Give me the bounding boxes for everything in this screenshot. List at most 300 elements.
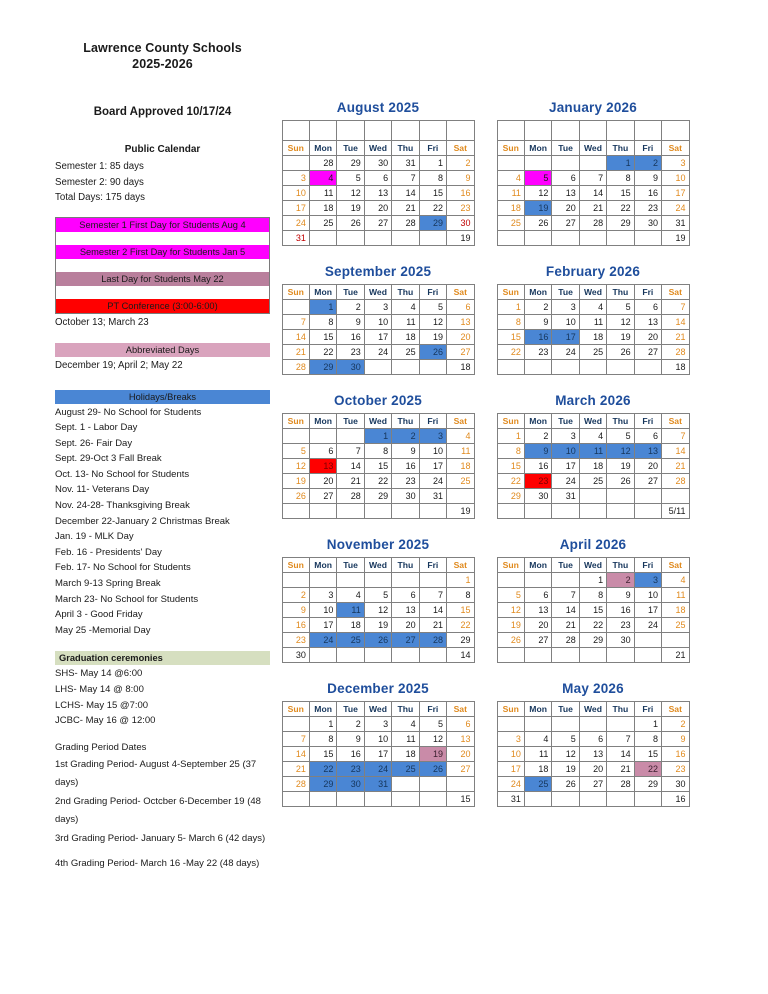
weekday-header-sat: Sat — [662, 285, 689, 300]
day-cell: 10 — [634, 588, 661, 603]
legend-semester2-first-day: Semester 2 First Day for Students Jan 5 — [56, 245, 269, 259]
week-row — [497, 186, 689, 201]
day-cell: 28 — [662, 474, 689, 489]
weekday-header-row — [497, 141, 689, 156]
grading-periods — [55, 739, 270, 874]
day-cell: 21 — [552, 618, 579, 633]
day-cell: 19 — [662, 231, 689, 246]
weekday-header-sun: Sun — [497, 414, 524, 429]
empty-cell — [552, 156, 579, 171]
empty-cell — [607, 231, 634, 246]
weekday-header-mon: Mon — [524, 702, 551, 717]
weekday-header-sat: Sat — [447, 702, 474, 717]
month-title: April 2026 — [559, 537, 627, 552]
empty-cell — [309, 231, 336, 246]
weekday-header-row — [497, 414, 689, 429]
day-cell: 25 — [579, 474, 606, 489]
grading-period: 1st Grading Period- August 4-September 25 (37 days) — [55, 758, 257, 789]
day-cell: 6 — [364, 171, 391, 186]
day-cell: 6 — [634, 429, 661, 444]
day-cell: 29 — [579, 633, 606, 648]
holiday-item: Oct. 13- No School for Students — [55, 468, 190, 480]
empty-cell — [337, 231, 364, 246]
day-cell: 17 — [364, 330, 391, 345]
day-cell: 29 — [309, 360, 336, 375]
week-row — [282, 747, 474, 762]
month-grid — [497, 557, 690, 663]
day-cell: 21 — [337, 474, 364, 489]
day-cell: 9 — [392, 444, 419, 459]
legend-spacer — [56, 232, 269, 245]
day-cell: 18 — [524, 762, 551, 777]
empty-cell — [282, 300, 309, 315]
day-cell: 15 — [579, 603, 606, 618]
day-cell: 29 — [447, 633, 474, 648]
day-cell: 25 — [392, 762, 419, 777]
day-cell: 23 — [662, 762, 689, 777]
pt-conference-dates: October 13; March 23 — [55, 316, 149, 328]
weekday-header-wed: Wed — [579, 285, 606, 300]
day-cell: 7 — [579, 171, 606, 186]
empty-cell — [309, 648, 336, 663]
week-row — [282, 762, 474, 777]
day-cell: 13 — [392, 603, 419, 618]
day-cell: 20 — [552, 201, 579, 216]
weekday-header-thu: Thu — [392, 558, 419, 573]
day-cell: 10 — [309, 603, 336, 618]
day-cell: 22 — [309, 762, 336, 777]
grid-top-spacer-cell — [282, 121, 309, 141]
day-cell: 28 — [337, 489, 364, 504]
week-row — [282, 429, 474, 444]
day-cell: 16 — [524, 330, 551, 345]
day-cell: 23 — [392, 474, 419, 489]
day-cell: 15 — [364, 459, 391, 474]
empty-cell — [309, 429, 336, 444]
day-cell: 16 — [282, 618, 309, 633]
day-cell: 13 — [579, 747, 606, 762]
empty-cell — [419, 573, 446, 588]
day-cell: 21 — [579, 201, 606, 216]
holiday-item: Feb. 16 - Presidents' Day — [55, 546, 162, 558]
day-cell: 8 — [419, 171, 446, 186]
day-cell: 17 — [662, 186, 689, 201]
day-cell: 22 — [419, 201, 446, 216]
empty-cell — [607, 792, 634, 807]
weekday-header-sat: Sat — [447, 141, 474, 156]
week-row — [497, 489, 689, 504]
day-cell: 7 — [419, 588, 446, 603]
day-cell: 18 — [497, 201, 524, 216]
month-may-2026 — [487, 681, 699, 807]
weekday-header-tue: Tue — [337, 141, 364, 156]
legend-spacer — [56, 286, 269, 299]
holiday-item: Nov. 24-28- Thanksgiving Break — [55, 500, 190, 512]
weekday-header-mon: Mon — [309, 141, 336, 156]
day-cell: 11 — [579, 315, 606, 330]
day-cell: 24 — [497, 777, 524, 792]
day-cell: 14 — [282, 747, 309, 762]
empty-cell — [607, 360, 634, 375]
weekday-header-fri: Fri — [634, 414, 661, 429]
holiday-item: Jan. 19 - MLK Day — [55, 531, 134, 543]
day-cell: 16 — [524, 459, 551, 474]
day-cell: 9 — [524, 444, 551, 459]
day-cell: 12 — [524, 186, 551, 201]
empty-cell — [607, 489, 634, 504]
day-cell: 12 — [364, 603, 391, 618]
day-cell: 2 — [524, 300, 551, 315]
empty-cell — [282, 792, 309, 807]
holiday-item: Sept. 26- Fair Day — [55, 437, 133, 449]
holidays-list — [55, 405, 270, 639]
grid-top-spacer-cell — [524, 121, 551, 141]
summary-lines — [55, 159, 270, 206]
week-row — [282, 603, 474, 618]
empty-cell — [419, 504, 446, 519]
empty-cell — [309, 504, 336, 519]
day-cell: 18 — [392, 330, 419, 345]
day-cell: 20 — [447, 747, 474, 762]
weekday-header-wed: Wed — [579, 558, 606, 573]
day-cell: 30 — [337, 360, 364, 375]
day-cell: 7 — [607, 732, 634, 747]
month-title: October 2025 — [334, 393, 422, 408]
month-title: March 2026 — [555, 393, 631, 408]
empty-cell — [392, 231, 419, 246]
day-cell: 3 — [552, 300, 579, 315]
week-row — [497, 504, 689, 519]
day-cell: 5 — [497, 588, 524, 603]
month-september-2025 — [272, 264, 484, 375]
month-title: January 2026 — [549, 100, 637, 115]
day-cell: 17 — [364, 747, 391, 762]
empty-cell — [634, 231, 661, 246]
grid-top-spacer-cell — [447, 121, 474, 141]
month-grid — [282, 701, 475, 807]
day-cell: 26 — [524, 216, 551, 231]
empty-cell — [419, 792, 446, 807]
empty-cell — [392, 360, 419, 375]
month-grid — [282, 413, 475, 519]
week-row — [497, 345, 689, 360]
day-cell: 1 — [497, 429, 524, 444]
day-cell: 14 — [552, 603, 579, 618]
legend-abbreviated-days: Abbreviated Days — [55, 343, 270, 357]
day-cell: 30 — [634, 216, 661, 231]
day-cell: 11 — [309, 186, 336, 201]
day-cell: 14 — [662, 315, 689, 330]
week-row — [497, 618, 689, 633]
weekday-header-sun: Sun — [497, 141, 524, 156]
day-cell: 16 — [634, 186, 661, 201]
legend-group — [55, 217, 270, 330]
weekday-header-sun: Sun — [497, 558, 524, 573]
grid-top-spacer-cell — [552, 121, 579, 141]
weekday-header-tue: Tue — [337, 285, 364, 300]
weekday-header-sat: Sat — [447, 285, 474, 300]
graduation-list — [55, 666, 270, 728]
week-row — [497, 603, 689, 618]
board-approved: Board Approved 10/17/24 — [93, 106, 232, 118]
week-row — [282, 792, 474, 807]
day-cell: 1 — [497, 300, 524, 315]
day-cell: 25 — [337, 633, 364, 648]
graduation-item: LHS- May 14 @ 8:00 — [55, 684, 144, 695]
empty-cell — [364, 360, 391, 375]
day-cell: 10 — [662, 171, 689, 186]
day-cell: 31 — [392, 156, 419, 171]
empty-cell — [337, 648, 364, 663]
day-cell: 5 — [282, 444, 309, 459]
empty-cell — [579, 489, 606, 504]
week-row — [282, 648, 474, 663]
empty-cell — [662, 489, 689, 504]
week-row — [282, 315, 474, 330]
day-cell: 15 — [309, 330, 336, 345]
weekday-header-sun: Sun — [282, 702, 309, 717]
day-cell: 13 — [524, 603, 551, 618]
day-cell: 26 — [552, 777, 579, 792]
week-row — [497, 330, 689, 345]
day-cell: 12 — [337, 186, 364, 201]
empty-cell — [579, 717, 606, 732]
empty-cell — [364, 648, 391, 663]
weekday-header-row — [497, 558, 689, 573]
weekday-header-row — [282, 558, 474, 573]
day-cell: 22 — [497, 474, 524, 489]
empty-cell — [497, 573, 524, 588]
day-cell: 11 — [497, 186, 524, 201]
week-row — [497, 792, 689, 807]
day-cell: 24 — [282, 216, 309, 231]
day-cell: 13 — [552, 186, 579, 201]
day-cell: 19 — [282, 474, 309, 489]
day-cell: 26 — [607, 345, 634, 360]
weekday-header-tue: Tue — [552, 702, 579, 717]
day-cell: 23 — [607, 618, 634, 633]
empty-cell — [634, 489, 661, 504]
empty-cell — [607, 648, 634, 663]
month-grid — [497, 284, 690, 375]
day-cell: 1 — [447, 573, 474, 588]
week-row — [497, 732, 689, 747]
empty-cell — [364, 792, 391, 807]
empty-cell — [524, 360, 551, 375]
month-grid — [497, 120, 690, 246]
day-cell: 27 — [579, 777, 606, 792]
empty-cell — [579, 360, 606, 375]
holiday-item: Sept. 1 - Labor Day — [55, 422, 138, 434]
week-row — [497, 777, 689, 792]
day-cell: 19 — [607, 459, 634, 474]
day-cell: 2 — [524, 429, 551, 444]
empty-cell — [337, 792, 364, 807]
day-cell: 12 — [552, 747, 579, 762]
week-row — [282, 201, 474, 216]
day-cell: 6 — [309, 444, 336, 459]
day-cell: 28 — [579, 216, 606, 231]
weekday-header-thu: Thu — [607, 558, 634, 573]
day-cell: 21 — [662, 648, 689, 663]
day-cell: 5 — [607, 429, 634, 444]
grid-top-spacer-cell — [419, 121, 446, 141]
day-cell: 12 — [419, 315, 446, 330]
day-cell: 13 — [634, 444, 661, 459]
graduation-item: JCBC- May 16 @ 12:00 — [55, 715, 156, 727]
day-cell: 28 — [309, 156, 336, 171]
day-cell: 4 — [497, 171, 524, 186]
day-cell: 19 — [364, 618, 391, 633]
day-cell: 23 — [447, 201, 474, 216]
month-title: November 2025 — [326, 537, 430, 552]
day-cell: 9 — [662, 732, 689, 747]
month-title: August 2025 — [336, 100, 420, 115]
day-cell: 27 — [364, 216, 391, 231]
day-cell: 5 — [552, 732, 579, 747]
empty-cell — [419, 231, 446, 246]
weekday-header-tue: Tue — [337, 702, 364, 717]
empty-cell — [579, 231, 606, 246]
weekday-header-sat: Sat — [662, 141, 689, 156]
day-cell: 21 — [419, 618, 446, 633]
summary-line: Semester 1: 85 days — [55, 161, 144, 172]
month-title: February 2026 — [545, 264, 641, 279]
empty-cell — [337, 429, 364, 444]
page-title — [55, 40, 270, 72]
day-cell: 25 — [662, 618, 689, 633]
legend-box — [55, 217, 270, 314]
weekday-header-sat: Sat — [662, 558, 689, 573]
day-cell: 27 — [634, 345, 661, 360]
day-cell: 27 — [447, 345, 474, 360]
day-cell: 17 — [309, 618, 336, 633]
day-cell: 16 — [337, 747, 364, 762]
day-cell: 13 — [364, 186, 391, 201]
legend-spacer — [56, 259, 269, 272]
month-february-2026 — [487, 264, 699, 375]
weekday-header-mon: Mon — [309, 414, 336, 429]
week-row — [282, 588, 474, 603]
day-cell: 2 — [337, 717, 364, 732]
day-cell: 8 — [364, 444, 391, 459]
day-cell: 4 — [579, 300, 606, 315]
day-cell: 19 — [337, 201, 364, 216]
empty-cell — [524, 231, 551, 246]
day-cell: 29 — [309, 777, 336, 792]
grid-top-spacer-cell — [392, 121, 419, 141]
day-cell: 29 — [607, 216, 634, 231]
grading-spacer — [55, 848, 270, 855]
month-grid — [282, 557, 475, 663]
day-cell: 30 — [392, 489, 419, 504]
district-name: Lawrence County Schools — [83, 41, 242, 55]
day-cell: 12 — [419, 732, 446, 747]
day-cell: 13 — [634, 315, 661, 330]
empty-cell — [552, 360, 579, 375]
empty-cell — [579, 792, 606, 807]
weekday-header-tue: Tue — [552, 414, 579, 429]
weekday-header-fri: Fri — [634, 141, 661, 156]
day-cell: 17 — [497, 762, 524, 777]
grading-title: Grading Period Dates — [55, 741, 147, 753]
day-cell: 19 — [447, 231, 474, 246]
week-row — [497, 315, 689, 330]
day-cell: 9 — [524, 315, 551, 330]
day-cell: 16 — [337, 330, 364, 345]
day-cell: 21 — [662, 459, 689, 474]
day-cell: 10 — [364, 315, 391, 330]
week-row — [497, 201, 689, 216]
week-row — [282, 573, 474, 588]
day-cell: 11 — [447, 444, 474, 459]
day-cell: 23 — [634, 201, 661, 216]
day-cell: 3 — [634, 573, 661, 588]
day-cell: 31 — [497, 792, 524, 807]
day-cell: 12 — [607, 444, 634, 459]
day-cell: 27 — [634, 474, 661, 489]
day-cell: 3 — [662, 156, 689, 171]
day-cell: 8 — [309, 732, 336, 747]
day-cell: 24 — [552, 474, 579, 489]
weekday-header-wed: Wed — [364, 414, 391, 429]
day-cell: 3 — [364, 300, 391, 315]
day-cell: 21 — [282, 345, 309, 360]
day-cell: 8 — [579, 588, 606, 603]
day-cell: 3 — [364, 717, 391, 732]
day-cell: 18 — [579, 459, 606, 474]
day-cell: 8 — [497, 315, 524, 330]
day-cell: 1 — [607, 156, 634, 171]
day-cell: 2 — [447, 156, 474, 171]
empty-cell — [662, 633, 689, 648]
day-cell: 15 — [419, 186, 446, 201]
legend-semester1-first-day: Semester 1 First Day for Students Aug 4 — [56, 218, 269, 232]
grid-top-spacer-cell — [497, 121, 524, 141]
weekday-header-row — [282, 141, 474, 156]
day-cell: 11 — [392, 315, 419, 330]
day-cell: 17 — [419, 459, 446, 474]
holiday-item: April 3 - Good Friday — [55, 609, 143, 621]
week-row — [497, 300, 689, 315]
day-cell: 8 — [497, 444, 524, 459]
empty-cell — [337, 573, 364, 588]
day-cell: 10 — [552, 315, 579, 330]
empty-cell — [579, 504, 606, 519]
day-cell: 18 — [447, 360, 474, 375]
weekday-header-sun: Sun — [282, 414, 309, 429]
day-cell: 27 — [524, 633, 551, 648]
day-cell: 23 — [337, 762, 364, 777]
day-cell: 10 — [497, 747, 524, 762]
day-cell: 13 — [309, 459, 336, 474]
day-cell: 24 — [634, 618, 661, 633]
week-row — [282, 633, 474, 648]
holiday-item: Nov. 11- Veterans Day — [55, 484, 150, 496]
empty-cell — [497, 717, 524, 732]
day-cell: 19 — [447, 504, 474, 519]
week-row — [282, 216, 474, 231]
day-cell: 3 — [497, 732, 524, 747]
day-cell: 4 — [447, 429, 474, 444]
day-cell: 4 — [309, 171, 336, 186]
day-cell: 22 — [579, 618, 606, 633]
day-cell: 1 — [364, 429, 391, 444]
week-row — [282, 330, 474, 345]
day-cell: 22 — [497, 345, 524, 360]
day-cell: 18 — [337, 618, 364, 633]
empty-cell — [364, 231, 391, 246]
